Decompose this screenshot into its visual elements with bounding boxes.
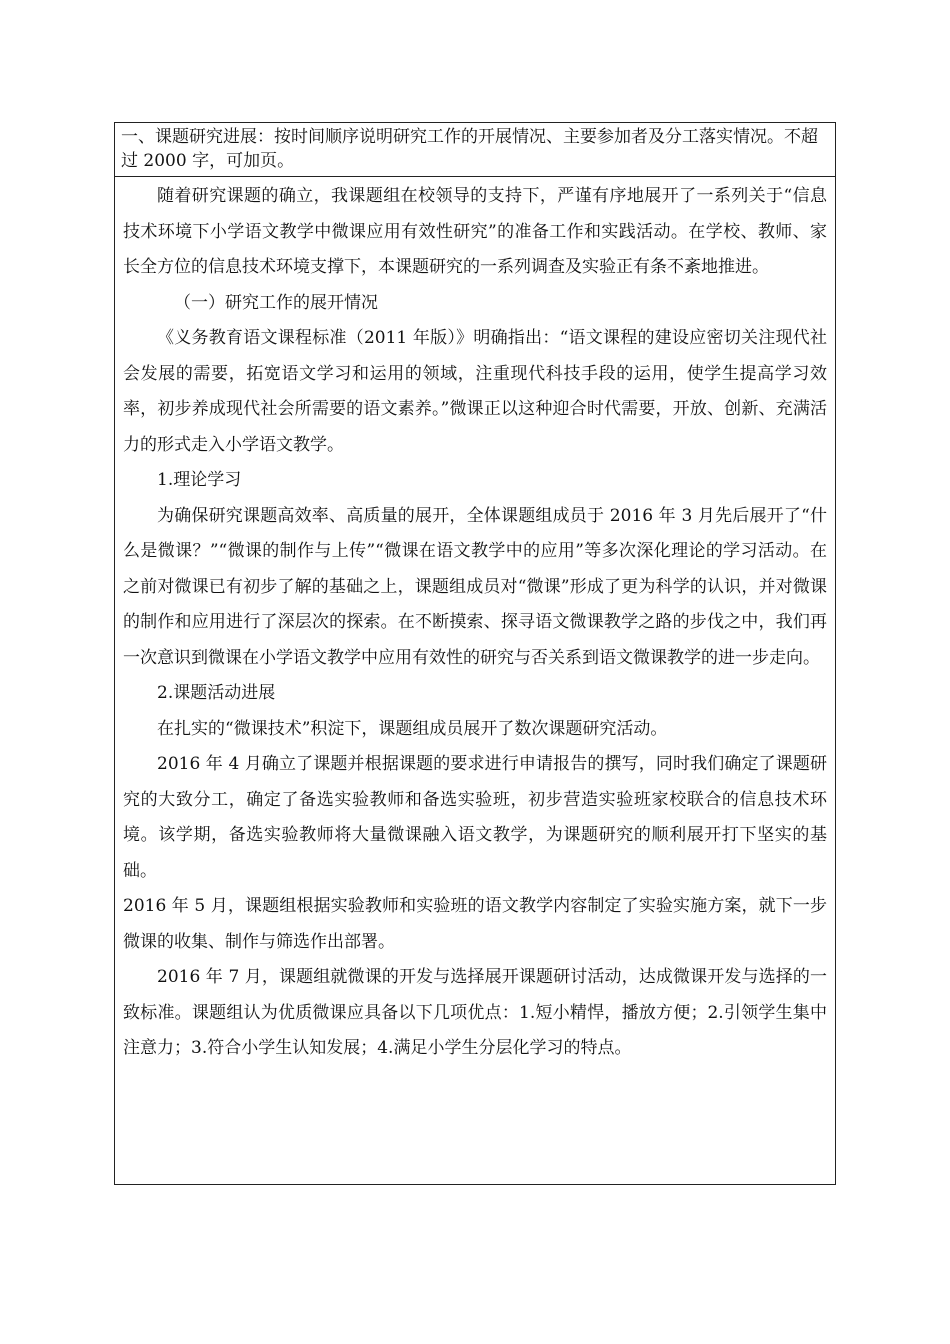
- subheading-theory-study: 1.理论学习: [157, 470, 242, 490]
- paragraph-activity-summary: 在扎实的“微课技术”积淀下，课题组成员展开了数次课题研究活动。: [157, 718, 668, 739]
- progress-form-table: [114, 122, 836, 1185]
- paragraph-intro: 随着研究课题的确立，我课题组在校领导的支持下，严谨有序地展开了一系列关于“信息技术环境下小学语文教学中微课应用有效性研究”的准备工作和实践活动。在学校、教师、家长全方位的信息技术环境支撑下，本课题研究的一系列调查及实验正有条不紊地推进。: [123, 186, 827, 277]
- paragraph-may-2016: 2016 年 5 月，课题组根据实验教师和实验班的语文教学内容制定了实验实施方案，就下一步微课的收集、制作与筛选作出部署。: [123, 896, 827, 952]
- section-body: [115, 177, 835, 1184]
- paragraph-curriculum-standard: 《义务教育语文课程标准（2011 年版）》明确指出：“语文课程的建设应密切关注现代社会发展的需要，拓宽语文学习和运用的领域，注重现代科技手段的运用，使学生提高学习效率，初步养成现代社会所需要的语文素养。”微课正以这种迎合时代需要，开放、创新、充满活力的形式走入小学语文教学。: [123, 328, 827, 455]
- subheading-activity-progress: 2.课题活动进展: [157, 683, 276, 703]
- paragraph-april-2016: 2016 年 4 月确立了课题并根据课题的要求进行申请报告的撰写，同时我们确定了课题研究的大致分工，确定了备选实验教师和备选实验班，初步营造实验班家校联合的信息技术环境。该学期，备选实验教师将大量微课融入语文教学，为课题研究的顺利展开打下坚实的基础。: [123, 754, 827, 881]
- subheading-work-status: （一）研究工作的展开情况: [174, 292, 378, 313]
- paragraph-july-2016: 2016 年 7 月，课题组就微课的开发与选择展开课题研讨活动，达成微课开发与选择的一致标准。课题组认为优质微课应具备以下几项优点：1.短小精悍，播放方便；2.引领学生集中注意力；3.符合小学生认知发展；4.满足小学生分层化学习的特点。: [123, 967, 827, 1058]
- paragraph-theory-study: 为确保研究课题高效率、高质量的展开，全体课题组成员于 2016 年 3 月先后展开了“什么是微课？”“微课的制作与上传”“微课在语文教学中的应用”等多次深化理论的学习活动。在之前对微课已有初步了解的基础之上，课题组成员对“微课”形成了更为科学的认识，并对微课的制作和应用进行了深层次的探索。在不断摸索、探寻语文微课教学之路的步伐之中，我们再一次意识到微课在小学语文教学中应用有效性的研究与否关系到语文微课教学的进一步走向。: [123, 505, 827, 668]
- section-header: 一、课题研究进展：按时间顺序说明研究工作的开展情况、主要参加者及分工落实情况。不超过 2000 字，可加页。: [115, 123, 835, 177]
